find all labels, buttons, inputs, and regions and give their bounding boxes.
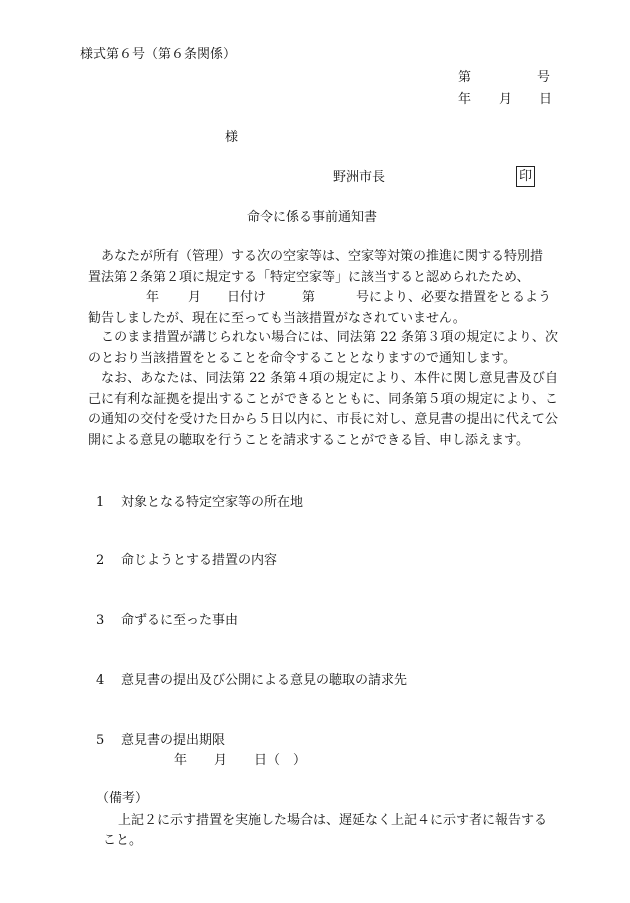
remarks-line2: こと。 bbox=[103, 833, 143, 848]
item-label: 意見書の提出期限 bbox=[121, 733, 226, 748]
item-label: 意見書の提出及び公開による意見の聴取の請求先 bbox=[121, 673, 408, 688]
document-title: 命令に係る事前通知書 bbox=[247, 210, 378, 225]
body-paragraphs bbox=[88, 328, 558, 451]
p1-blank-day: 日付け bbox=[227, 290, 267, 305]
date-day: 日 bbox=[539, 92, 553, 107]
item-number: 2 bbox=[96, 553, 105, 568]
body-paragraph-3: なお、あなたは、同法第 22 条第４項の規定により、本件に関し意見書及び自己に有利な証拠を提出することができるとともに、同条第５項の規定により、この通知の交付を受けた日から５日以内に、市長に対し、意見書の提出に代えて公開による意見の聴取を行うことを請求することができる旨、申し添えます。 bbox=[88, 371, 558, 448]
p1-blank-year: 年 bbox=[146, 290, 160, 305]
doc-number-prefix: 第 bbox=[458, 70, 472, 85]
seal-mark: 印 bbox=[516, 166, 535, 187]
p1-blank-month: 月 bbox=[188, 290, 202, 305]
item-number: 5 bbox=[96, 733, 105, 748]
remarks-line1: 上記２に示す措置を実施した場合は、遅延なく上記４に示す者に報告する bbox=[118, 813, 548, 828]
addressee-honorific: 様 bbox=[225, 130, 239, 145]
item-number: 3 bbox=[96, 613, 105, 628]
item-label: 対象となる特定空家等の所在地 bbox=[121, 495, 304, 510]
remarks-heading: （備考） bbox=[96, 791, 149, 806]
item-number: 4 bbox=[96, 673, 105, 688]
date-month: 月 bbox=[499, 92, 513, 107]
sender-title: 野洲市長 bbox=[333, 170, 386, 185]
item-number: 1 bbox=[96, 495, 105, 510]
deadline-day: 日（ ） bbox=[254, 753, 307, 768]
p1-blank-no-prefix: 第 bbox=[302, 290, 316, 305]
item-label: 命じようとする措置の内容 bbox=[121, 553, 278, 568]
body-p1-line1: あなたが所有（管理）する次の空家等は、空家等対策の推進に関する特別措 bbox=[101, 249, 544, 264]
p1-blank-no-suffix: 号により、必要な措置をとるよう bbox=[356, 290, 552, 305]
body-p1-line2: 置法第２条第２項に規定する「特定空家等」に該当すると認められたため、 bbox=[88, 270, 530, 285]
form-number: 様式第６号（第６条関係） bbox=[80, 47, 237, 62]
body-p1-line4: 勧告しましたが、現在に至っても当該措置がなされていません。 bbox=[88, 311, 466, 326]
item-label: 命ずるに至った事由 bbox=[121, 613, 239, 628]
date-year: 年 bbox=[458, 92, 472, 107]
doc-number-suffix: 号 bbox=[537, 70, 551, 85]
deadline-year: 年 bbox=[174, 753, 188, 768]
body-paragraph-2: このまま措置が講じられない場合には、同法第 22 条第３項の規定により、次のとおり当該措置をとることを命令することとなりますので通知します。 bbox=[88, 330, 558, 366]
deadline-month: 月 bbox=[214, 753, 228, 768]
